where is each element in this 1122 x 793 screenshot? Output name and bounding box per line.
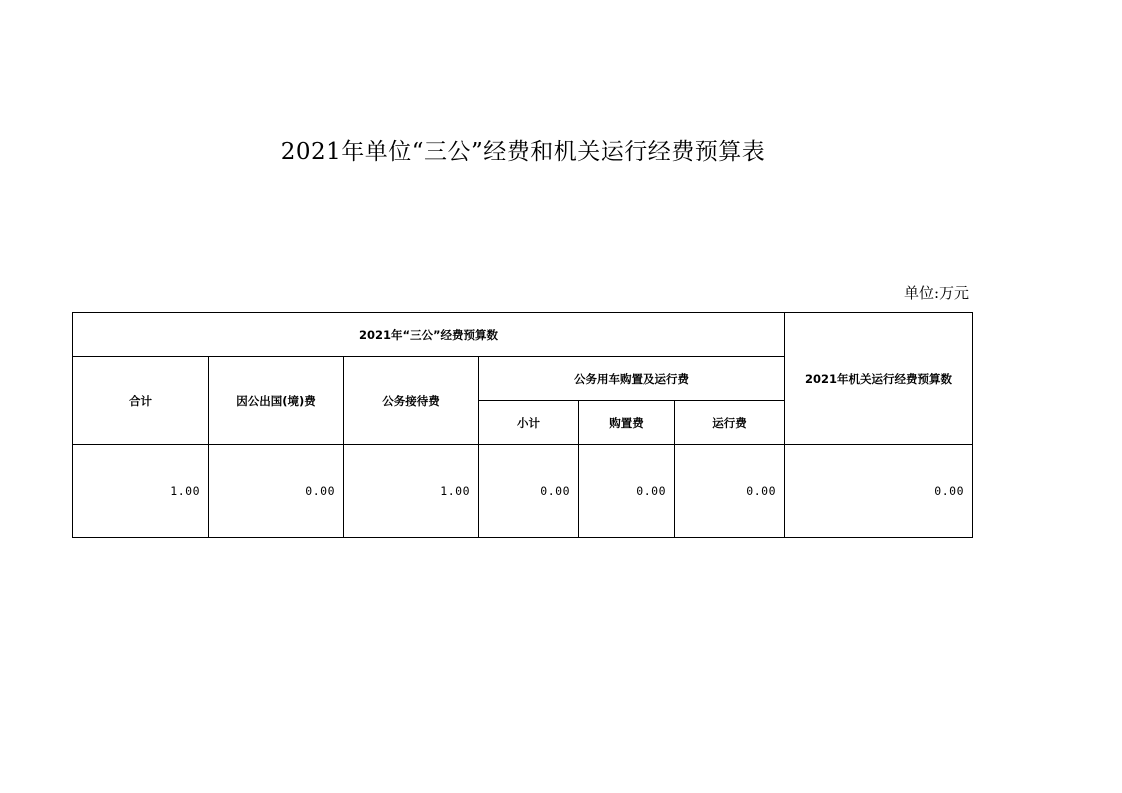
header-vehicle-operation: 运行费 [675, 401, 785, 445]
cell-reception: 1.00 [344, 445, 479, 538]
cell-vehicle-subtotal: 0.00 [479, 445, 579, 538]
cell-total: 1.00 [73, 445, 209, 538]
cell-abroad: 0.00 [209, 445, 344, 538]
unit-label: 单位:万元 [903, 284, 969, 302]
header-agency-operation: 2021年机关运行经费预算数 [785, 313, 973, 445]
header-sangong-group: 2021年“三公”经费预算数 [73, 313, 785, 357]
cell-vehicle-operation: 0.00 [675, 445, 785, 538]
header-vehicle-subtotal: 小计 [479, 401, 579, 445]
header-vehicle-purchase: 购置费 [579, 401, 675, 445]
budget-table [72, 312, 973, 538]
cell-vehicle-purchase: 0.00 [579, 445, 675, 538]
header-reception: 公务接待费 [344, 357, 479, 445]
header-abroad: 因公出国(境)费 [209, 357, 344, 445]
table-row [73, 445, 973, 538]
header-vehicle-group: 公务用车购置及运行费 [479, 357, 785, 401]
cell-agency-operation: 0.00 [785, 445, 973, 538]
page-title: 2021年单位“三公”经费和机关运行经费预算表 [280, 139, 766, 165]
header-total: 合计 [73, 357, 209, 445]
